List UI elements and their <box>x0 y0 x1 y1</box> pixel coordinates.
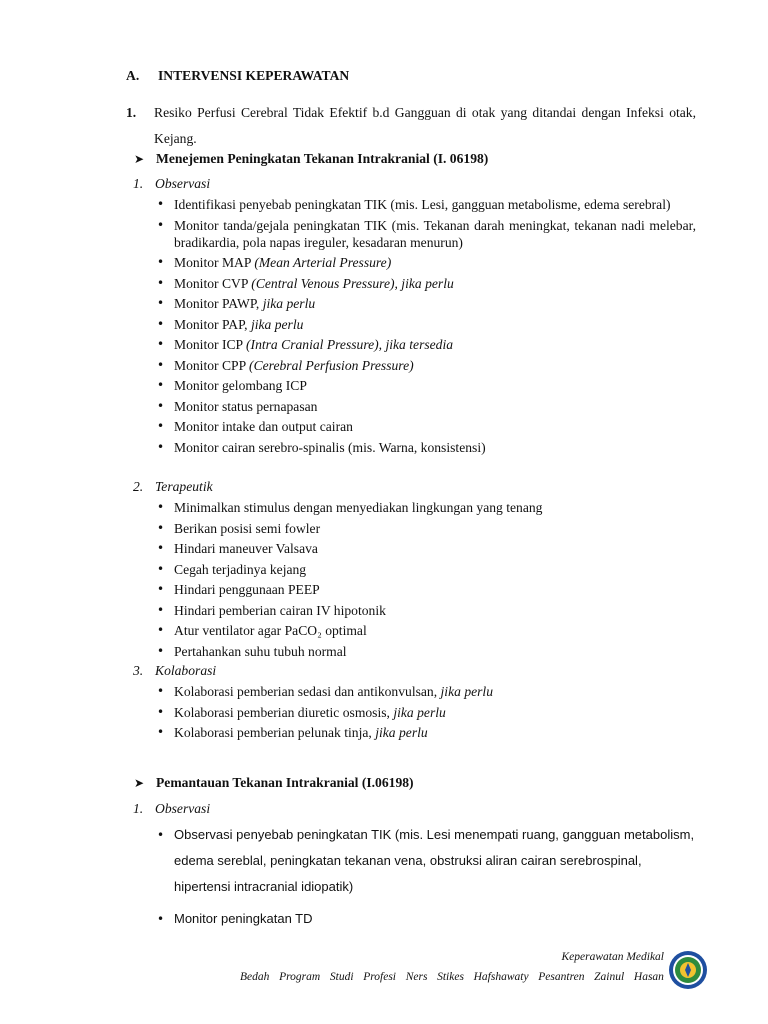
section-letter: A. <box>126 68 140 83</box>
list-item <box>174 439 696 456</box>
intervention-heading-1 <box>134 151 488 167</box>
intervention-title-2: Pemantauan Tekanan Intrakranial (I.06198) <box>156 775 414 790</box>
list-item <box>174 561 696 578</box>
footer-word: Stikes <box>437 971 464 983</box>
footer-word: Studi <box>329 971 354 983</box>
list-item-italic: (Central Venous Pressure), jika perlu <box>251 275 454 291</box>
observasi-list <box>174 196 696 459</box>
list-item-text: Monitor CVP <box>174 275 252 291</box>
list-item-text: Monitor gelombang ICP <box>174 378 307 393</box>
list-item <box>174 217 696 251</box>
list-item-text: Hindari pemberian cairan IV hipotonik <box>174 602 386 618</box>
list-item-text: Kolaborasi pemberian sedasi dan antikonvulsan, <box>174 684 441 699</box>
list-item-text: Monitor PAP, <box>174 316 251 332</box>
diagnosis-item <box>126 100 696 152</box>
category-kolaborasi: 3. Kolaborasi <box>133 663 217 678</box>
list-item-text: Monitor PAWP, <box>174 296 263 311</box>
list-item <box>174 254 696 271</box>
footer-word: Bedah <box>240 971 270 983</box>
footer-word: Program <box>279 971 321 983</box>
list-item-text: Atur ventilator agar PaCO₂ optimal <box>174 623 367 638</box>
observasi-list-2 <box>174 822 696 938</box>
list-item-text: Identifikasi penyebab peningkatan TIK (mis. Lesi, gangguan metabolisme, edema serebral) <box>174 197 671 212</box>
intervention-heading-2 <box>134 775 414 791</box>
list-item <box>174 196 696 213</box>
footer-line-1: Keperawatan Medikal <box>561 951 664 963</box>
list-item: • Monitor peningkatan TD <box>174 906 696 932</box>
list-item-italic: (Mean Arterial Pressure) <box>254 255 392 270</box>
list-item-italic: jika perlu <box>250 316 304 332</box>
category-observasi: 1. Observasi <box>133 176 211 191</box>
list-item-text: Hindari penggunaan PEEP <box>174 582 320 597</box>
section-heading <box>126 68 349 84</box>
footer-word: Hafshawaty <box>473 971 529 983</box>
list-item-italic: jika perlu <box>393 704 446 720</box>
list-item-text: Monitor ICP <box>174 337 247 352</box>
list-item-text: Kolaborasi pemberian diuretic osmosis, <box>174 704 394 720</box>
list-item <box>174 418 696 435</box>
list-item-text: Cegah terjadinya kejang <box>174 561 307 577</box>
list-item <box>174 357 696 374</box>
list-item-text: Kolaborasi pemberian pelunak tinja, <box>174 725 376 740</box>
list-item <box>174 520 696 537</box>
arrow-bullet-icon: ➤ <box>134 152 145 166</box>
list-item-text: Monitor cairan serebro-spinalis (mis. Warna, konsistensi) <box>174 439 486 455</box>
list-item <box>174 295 696 312</box>
footer-word: Pesantren <box>538 971 585 983</box>
list-item-text: Pertahankan suhu tubuh normal <box>174 643 347 659</box>
list-item-text: Monitor MAP <box>174 255 255 270</box>
list-item-text: Minimalkan stimulus dengan menyediakan lingkungan yang tenang <box>174 500 543 515</box>
footer-word: Zainul <box>594 971 625 983</box>
footer-word: Profesi <box>363 971 396 983</box>
list-item-text: Monitor intake dan output cairan <box>174 419 353 434</box>
list-item <box>174 377 696 394</box>
list-item <box>174 602 696 619</box>
list-item <box>174 398 696 415</box>
list-item-italic: (Intra Cranial Pressure), jika tersedia <box>246 337 454 352</box>
list-item <box>174 540 696 557</box>
arrow-bullet-icon: ➤ <box>134 776 145 790</box>
list-item <box>174 704 696 721</box>
list-item-italic: jika perlu <box>262 296 316 311</box>
footer-word: Ners <box>405 971 428 983</box>
list-item <box>174 581 696 598</box>
list-item-text: Monitor CPP <box>174 357 250 373</box>
footer-word: Hasan <box>633 971 664 983</box>
footer-line-2 <box>240 971 664 983</box>
list-item-text: Monitor tanda/gejala peningkatan TIK (mis. Tekanan darah meningkat, tekanan nadi melebar, bradikardia, pola napas ireguler, kesadaran menurun) <box>174 217 696 250</box>
list-item <box>174 499 696 516</box>
intervention-title-1: Menejemen Peningkatan Tekanan Intrakranial (I. 06198) <box>156 151 489 166</box>
list-item <box>174 622 696 639</box>
section-title: INTERVENSI KEPERAWATAN <box>158 68 350 83</box>
list-item <box>174 643 696 660</box>
list-item <box>174 724 696 741</box>
list-item <box>174 316 696 333</box>
category-observasi-2: 1. Observasi <box>133 801 211 816</box>
list-item <box>174 336 696 353</box>
diagnosis-number: 1. <box>126 105 137 120</box>
list-item <box>174 275 696 292</box>
category-terapeutik: 2. Terapeutik <box>133 479 213 494</box>
diagnosis-text: Resiko Perfusi Cerebral Tidak Efektif b.d Gangguan di otak yang ditandai dengan Infeksi otak, Kejang. <box>154 105 696 146</box>
list-item-text: Berikan posisi semi fowler <box>174 520 321 536</box>
list-item-italic: jika perlu <box>375 725 428 740</box>
list-item-italic: jika perlu <box>440 684 494 699</box>
list-item-text: Hindari maneuver Valsava <box>174 541 318 556</box>
institution-logo-icon <box>668 950 708 990</box>
list-item <box>174 683 696 700</box>
kolaborasi-list <box>174 683 696 745</box>
list-item-text: Monitor status pernapasan <box>174 398 318 414</box>
list-item: • Observasi penyebab peningkatan TIK (mis. Lesi menempati ruang, gangguan metabolism, edema sereblal, peningkatan tekanan vena, obstruksi aliran cairan serebrospinal, hipertensi intracranial idiopatik) <box>174 822 696 900</box>
terapeutik-list <box>174 499 696 663</box>
list-item-italic: (Cerebral Perfusion Pressure) <box>249 357 414 373</box>
